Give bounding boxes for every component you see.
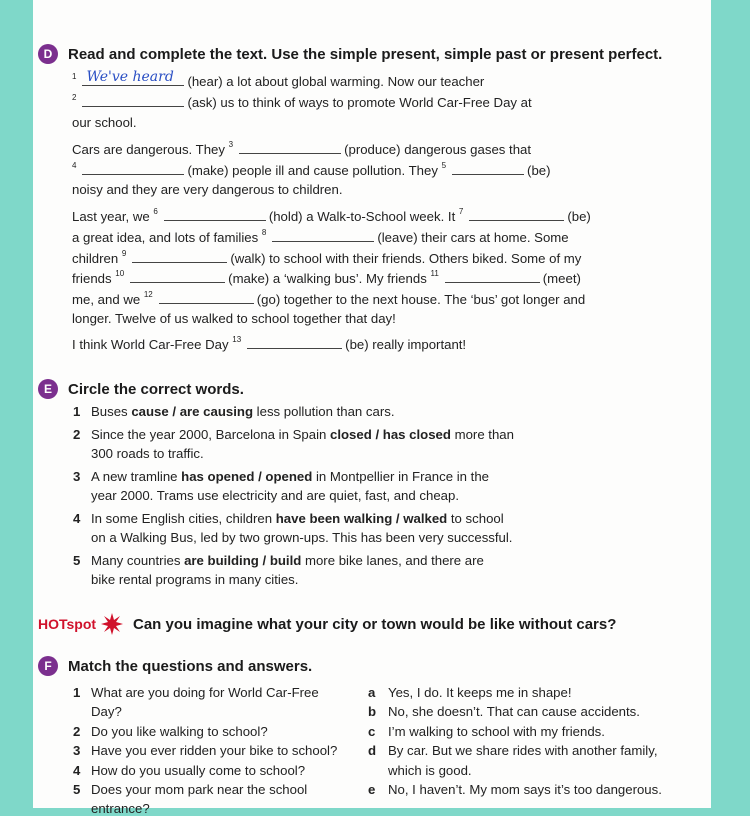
e-item-5-number: 5	[73, 553, 81, 568]
e-item-4-line-2: on a Walking Bus, led by two grown-ups. This has been very successful.	[91, 530, 513, 545]
d-line-12: longer. Twelve of us walked to school together that day!	[72, 311, 396, 326]
f-answer-d-cont: which is good.	[388, 763, 472, 778]
d-blank-6[interactable]	[164, 208, 266, 221]
e-item-3: A new tramline has opened / opened in Montpellier in France in the	[91, 469, 489, 484]
d-line-10: friends $^{10}$ (make) a ‘walking bus’. My friends $^{11}$ (meet)	[72, 269, 581, 286]
e-item-4-number: 4	[73, 511, 81, 526]
d-blank-10[interactable]	[130, 270, 225, 283]
d-line-3: our school.	[72, 115, 137, 130]
d-blank-3[interactable]	[239, 141, 341, 154]
f-question-5: Does your mom park near the school	[91, 782, 308, 797]
f-question-2: Do you like walking to school?	[91, 724, 268, 739]
hotspot-question: Can you imagine what your city or town would be like without cars?	[133, 616, 617, 633]
section-f-badge: F	[38, 656, 58, 676]
section-d-badge: D	[38, 44, 58, 64]
section-e-header	[38, 379, 244, 399]
d-line-11: me, and we $^{12}$ (go) together to the next house. The ‘bus’ got longer and	[72, 290, 586, 307]
d-line-13: I think World Car-Free Day $^{13}$ (be) really important!	[72, 335, 467, 352]
f-question-4: How do you usually come to school?	[91, 763, 306, 778]
f-answer-a: Yes, I do. It keeps me in shape!	[388, 685, 572, 700]
hotspot-label: HOTspot	[38, 616, 97, 632]
f-question-3: Have you ever ridden your bike to school?	[91, 743, 338, 758]
f-question-1-cont: Day?	[91, 704, 122, 719]
d-line-9: children $^9$ (walk) to school with their friends. Others biked. Some of my	[72, 249, 582, 266]
e-item-5: Many countries are building / build more bike lanes, and there are	[91, 553, 484, 568]
workbook-page: D Read and complete the text. Use the simple present, simple past or present perfect. $^1$ We've heard (hear) a lot about global warming. Now our teacher $^2$ (ask) us to think of ways to promote World Car-Free Day at our school. Cars are dangerous. They $^3$ (produce) dangerous gases that $^4$ (make) people ill and cause pollution. They $^5$ (be) noisy and they are very dangerous to children. Last year, we $^6$ (hold) a Walk-to-School week. It $^7$ (be) a great idea, and lots of families $^8$ (leave) their cars at home. Some children $^9$ (walk) to school with their friends. Others biked. Some of my friends $^{10}$ (make) a ‘walking bus’. My friends $^{11}$ (meet) me, and we $^{12}$ (go) together to the next house. The ‘bus’ got longer and longer. Twelve of us walked to school together that day! I think World Car-Free Day $^{13}$ (be) really important! E Circle the correct words. 1 Buses cause / are causing less pollution than cars. 2 Since the year 2000, Barcelona in Spain closed / has closed more than 300 roads to traffic. 3 A new tramline has opened / opened in Montpellier in France in the year 2000. Trams use electricity and are quiet, fast, and cheap. 4 In some English cities, children have been walking / walked to school on a Walking Bus, led by two grown-ups. This has been very successful. 5 Many countries are building / build more bike lanes, and there are bike rental programs in many cities. HOTspot Can you imagine what your city or town would be like without cars? F Match the questions and answers. 1 What are you doing for World Car-Free Day? 2 Do you like walking to school? 3 Have you ever ridden your bike to school? 4 How do you usually come to school? 5 Does your mom park near the school entrance? a Yes, I do. It keeps me in shape! b No, she doesn’t. That can cause accidents. c I’m walking to school with my friends. d By car. But we share rides with another family, which is good. e No, I haven’t. My mom says it’s too dangerous.	[33, 0, 711, 808]
e-item-1-number: 1	[73, 404, 81, 419]
f-question-5-cont: entrance?	[91, 801, 150, 816]
e-item-2-line-2: 300 roads to traffic.	[91, 446, 204, 461]
d-line-1: $^1$ We've heard (hear) a lot about global warming. Now our teacher	[72, 69, 485, 89]
section-e-badge: E	[38, 379, 58, 399]
starburst-icon	[101, 613, 123, 635]
f-question-1: What are you doing for World Car-Free	[91, 685, 319, 700]
section-f-header	[38, 656, 312, 676]
d-blank-12[interactable]	[159, 291, 254, 304]
d-blank-1[interactable]	[82, 69, 184, 86]
d-line-6: noisy and they are very dangerous to children.	[72, 182, 343, 197]
section-d-title: Read and complete the text. Use the simple present, simple past or present perfect.	[68, 45, 663, 63]
e-item-4: In some English cities, children have been walking / walked to school	[91, 511, 504, 526]
d-line-4: Cars are dangerous. They $^3$ (produce) dangerous gases that	[72, 140, 532, 157]
e-item-2: Since the year 2000, Barcelona in Spain closed / has closed more than	[91, 427, 514, 442]
f-answer-c: I’m walking to school with my friends.	[388, 724, 605, 739]
d-blank-11[interactable]	[445, 270, 540, 283]
e-item-5-line-2: bike rental programs in many cities.	[91, 572, 299, 587]
d-line-2: $^2$ (ask) us to think of ways to promote World Car-Free Day at	[72, 93, 532, 110]
d-blank-9[interactable]	[132, 250, 227, 263]
e-item-3-line-2: year 2000. Trams use electricity and are quiet, fast, and cheap.	[91, 488, 459, 503]
d-blank-13[interactable]	[247, 336, 342, 349]
e-choice-1[interactable]: cause / are causing	[131, 404, 254, 419]
d-blank-7[interactable]	[469, 208, 564, 221]
e-item-1: Buses cause / are causing less pollution than cars.	[91, 404, 395, 419]
d-line-5: $^4$ (make) people ill and cause pollution. They $^5$ (be)	[72, 161, 551, 178]
section-e-title: Circle the correct words.	[68, 380, 244, 398]
section-f-title: Match the questions and answers.	[68, 657, 313, 675]
f-answer-e: No, I haven’t. My mom says it’s too dangerous.	[388, 782, 662, 797]
d-line-8: a great idea, and lots of families $^8$ (leave) their cars at home. Some	[72, 228, 569, 245]
section-d-header	[38, 44, 662, 64]
d-blank-2[interactable]	[82, 94, 184, 107]
f-answer-d: By car. But we share rides with another family,	[388, 743, 658, 758]
e-item-2-number: 2	[73, 427, 81, 442]
e-item-3-number: 3	[73, 469, 81, 484]
e-choice-4[interactable]: have been walking / walked	[275, 511, 448, 526]
d-blank-8[interactable]	[272, 229, 374, 242]
f-answer-b: No, she doesn’t. That can cause accidents.	[388, 704, 640, 719]
d-line-7: Last year, we $^6$ (hold) a Walk-to-School week. It $^7$ (be)	[72, 207, 591, 224]
d-blank-4[interactable]	[82, 162, 184, 175]
e-choice-5[interactable]: are building / build	[184, 553, 302, 568]
e-choice-2[interactable]: closed / has closed	[330, 427, 451, 442]
d-answer-1: We've heard	[86, 69, 174, 85]
d-blank-5[interactable]	[452, 162, 524, 175]
e-choice-3[interactable]: has opened / opened	[181, 469, 313, 484]
